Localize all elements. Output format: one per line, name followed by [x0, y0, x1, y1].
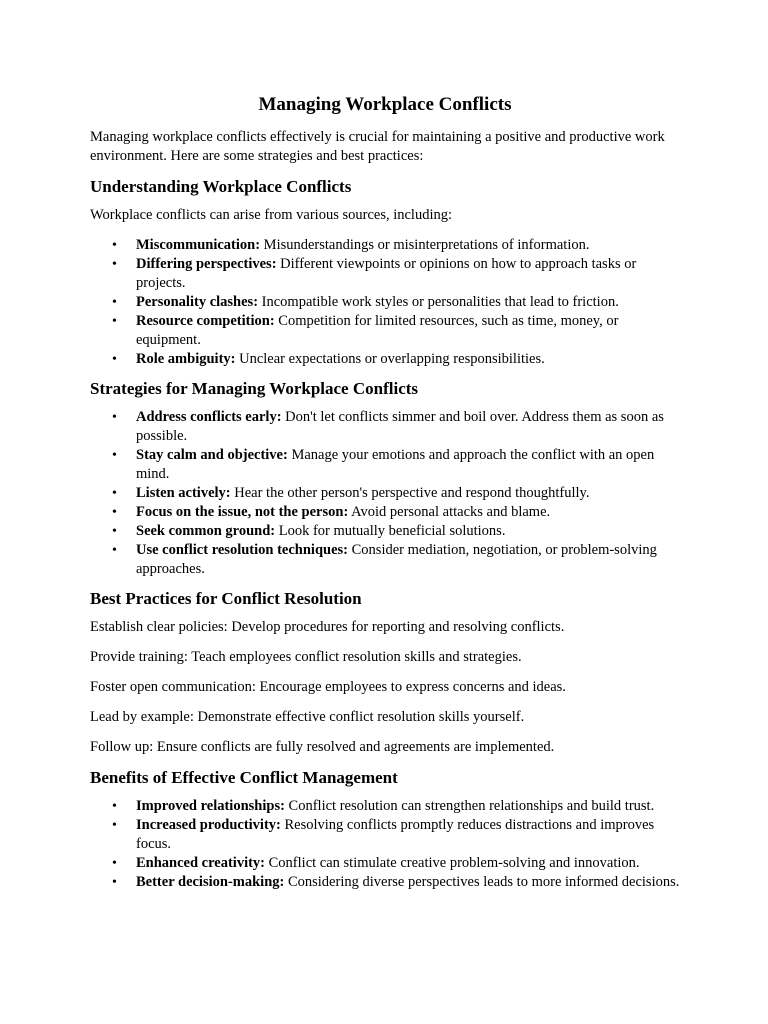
list-item — [90, 541, 680, 579]
list-item-desc: Conflict can stimulate creative problem-solving and innovation. — [265, 855, 640, 871]
list-item-term: Increased productivity: — [136, 817, 281, 833]
bullet-icon: • — [112, 875, 117, 890]
list-item — [90, 873, 680, 892]
practice-paragraph: Lead by example: Demonstrate effective conflict resolution skills yourself. — [90, 709, 525, 725]
practice-paragraph: Establish clear policies: Develop procedures for reporting and resolving conflicts. — [90, 619, 565, 635]
bullet-icon: • — [112, 314, 117, 329]
list-item-desc: Incompatible work styles or personalities that lead to friction. — [258, 294, 619, 310]
section-heading-understanding: Understanding Workplace Conflicts — [90, 177, 352, 196]
list-item — [90, 350, 680, 369]
bullet-icon: • — [112, 238, 117, 253]
bullet-icon: • — [112, 486, 117, 501]
list-item — [90, 854, 680, 873]
list-item-desc: Different viewpoints or opinions on how to approach tasks or projects. — [136, 256, 637, 291]
list-item-desc: Hear the other person's perspective and respond thoughtfully. — [230, 485, 590, 501]
bullet-icon: • — [112, 295, 117, 310]
bullet-icon: • — [112, 524, 117, 539]
list-item-desc: Competition for limited resources, such as time, money, or equipment. — [136, 313, 619, 348]
list-item-desc: Look for mutually beneficial solutions. — [275, 523, 506, 539]
section-heading-benefits: Benefits of Effective Conflict Management — [90, 768, 398, 787]
list-item — [90, 484, 680, 503]
bullet-list-strategies — [90, 408, 680, 579]
bullet-icon: • — [112, 448, 117, 463]
bullet-icon: • — [112, 257, 117, 272]
list-item-desc: Considering diverse perspectives leads to more informed decisions. — [284, 874, 680, 890]
bullet-icon: • — [112, 818, 117, 833]
list-item-term: Use conflict resolution techniques: — [136, 542, 348, 558]
list-item-desc: Don't let conflicts simmer and boil over. Address them as soon as possible. — [136, 409, 664, 444]
practice-paragraph: Follow up: Ensure conflicts are fully resolved and agreements are implemented. — [90, 739, 555, 755]
list-item — [90, 255, 680, 293]
bullet-list-sources — [90, 236, 680, 369]
bullet-icon: • — [112, 856, 117, 871]
bullet-list-benefits — [90, 797, 680, 892]
list-item-term: Focus on the issue, not the person: — [136, 504, 349, 520]
list-item-desc: Resolving conflicts promptly reduces distractions and improves focus. — [136, 817, 655, 852]
section-heading-best-practices: Best Practices for Conflict Resolution — [90, 589, 362, 608]
list-item-term: Listen actively: — [136, 485, 231, 501]
list-item — [90, 236, 680, 255]
list-item — [90, 408, 680, 446]
list-item — [90, 797, 680, 816]
list-item-desc: Avoid personal attacks and blame. — [348, 504, 551, 520]
list-item-desc: Misunderstandings or misinterpretations of information. — [260, 237, 590, 253]
intro-paragraph: Managing workplace conflicts effectively is crucial for maintaining a positive and productive work environment. Here are some strategies and best practices: — [90, 129, 665, 164]
list-item — [90, 522, 680, 541]
practice-paragraph: Provide training: Teach employees conflict resolution skills and strategies. — [90, 649, 522, 665]
practice-paragraph: Foster open communication: Encourage employees to express concerns and ideas. — [90, 679, 566, 695]
list-item-desc: Unclear expectations or overlapping responsibilities. — [235, 351, 545, 367]
list-item — [90, 293, 680, 312]
list-item-term: Role ambiguity: — [136, 351, 236, 367]
list-item-term: Enhanced creativity: — [136, 855, 266, 871]
page-title: Managing Workplace Conflicts — [258, 94, 512, 115]
list-item-desc: Manage your emotions and approach the conflict with an open mind. — [136, 447, 655, 482]
bullet-icon: • — [112, 799, 117, 814]
list-item-term: Better decision-making: — [136, 874, 285, 890]
list-item-term: Differing perspectives: — [136, 256, 277, 272]
bullet-icon: • — [112, 352, 117, 367]
list-item-term: Resource competition: — [136, 313, 275, 329]
list-item-term: Seek common ground: — [136, 523, 276, 539]
section-text: Workplace conflicts can arise from various sources, including: — [90, 207, 453, 223]
document-page — [90, 94, 680, 901]
list-item — [90, 446, 680, 484]
list-item — [90, 816, 680, 854]
list-item-term: Stay calm and objective: — [136, 447, 288, 463]
section-heading-strategies: Strategies for Managing Workplace Conflicts — [90, 379, 419, 398]
list-item — [90, 312, 680, 350]
bullet-icon: • — [112, 543, 117, 558]
list-item-term: Improved relationships: — [136, 798, 285, 814]
bullet-icon: • — [112, 505, 117, 520]
list-item — [90, 503, 680, 522]
list-item-term: Address conflicts early: — [136, 409, 282, 425]
list-item-term: Miscommunication: — [136, 237, 261, 253]
bullet-icon: • — [112, 410, 117, 425]
list-item-term: Personality clashes: — [136, 294, 259, 310]
list-item-desc: Conflict resolution can strengthen relationships and build trust. — [284, 798, 655, 814]
list-item-desc: Consider mediation, negotiation, or problem-solving approaches. — [136, 542, 657, 577]
